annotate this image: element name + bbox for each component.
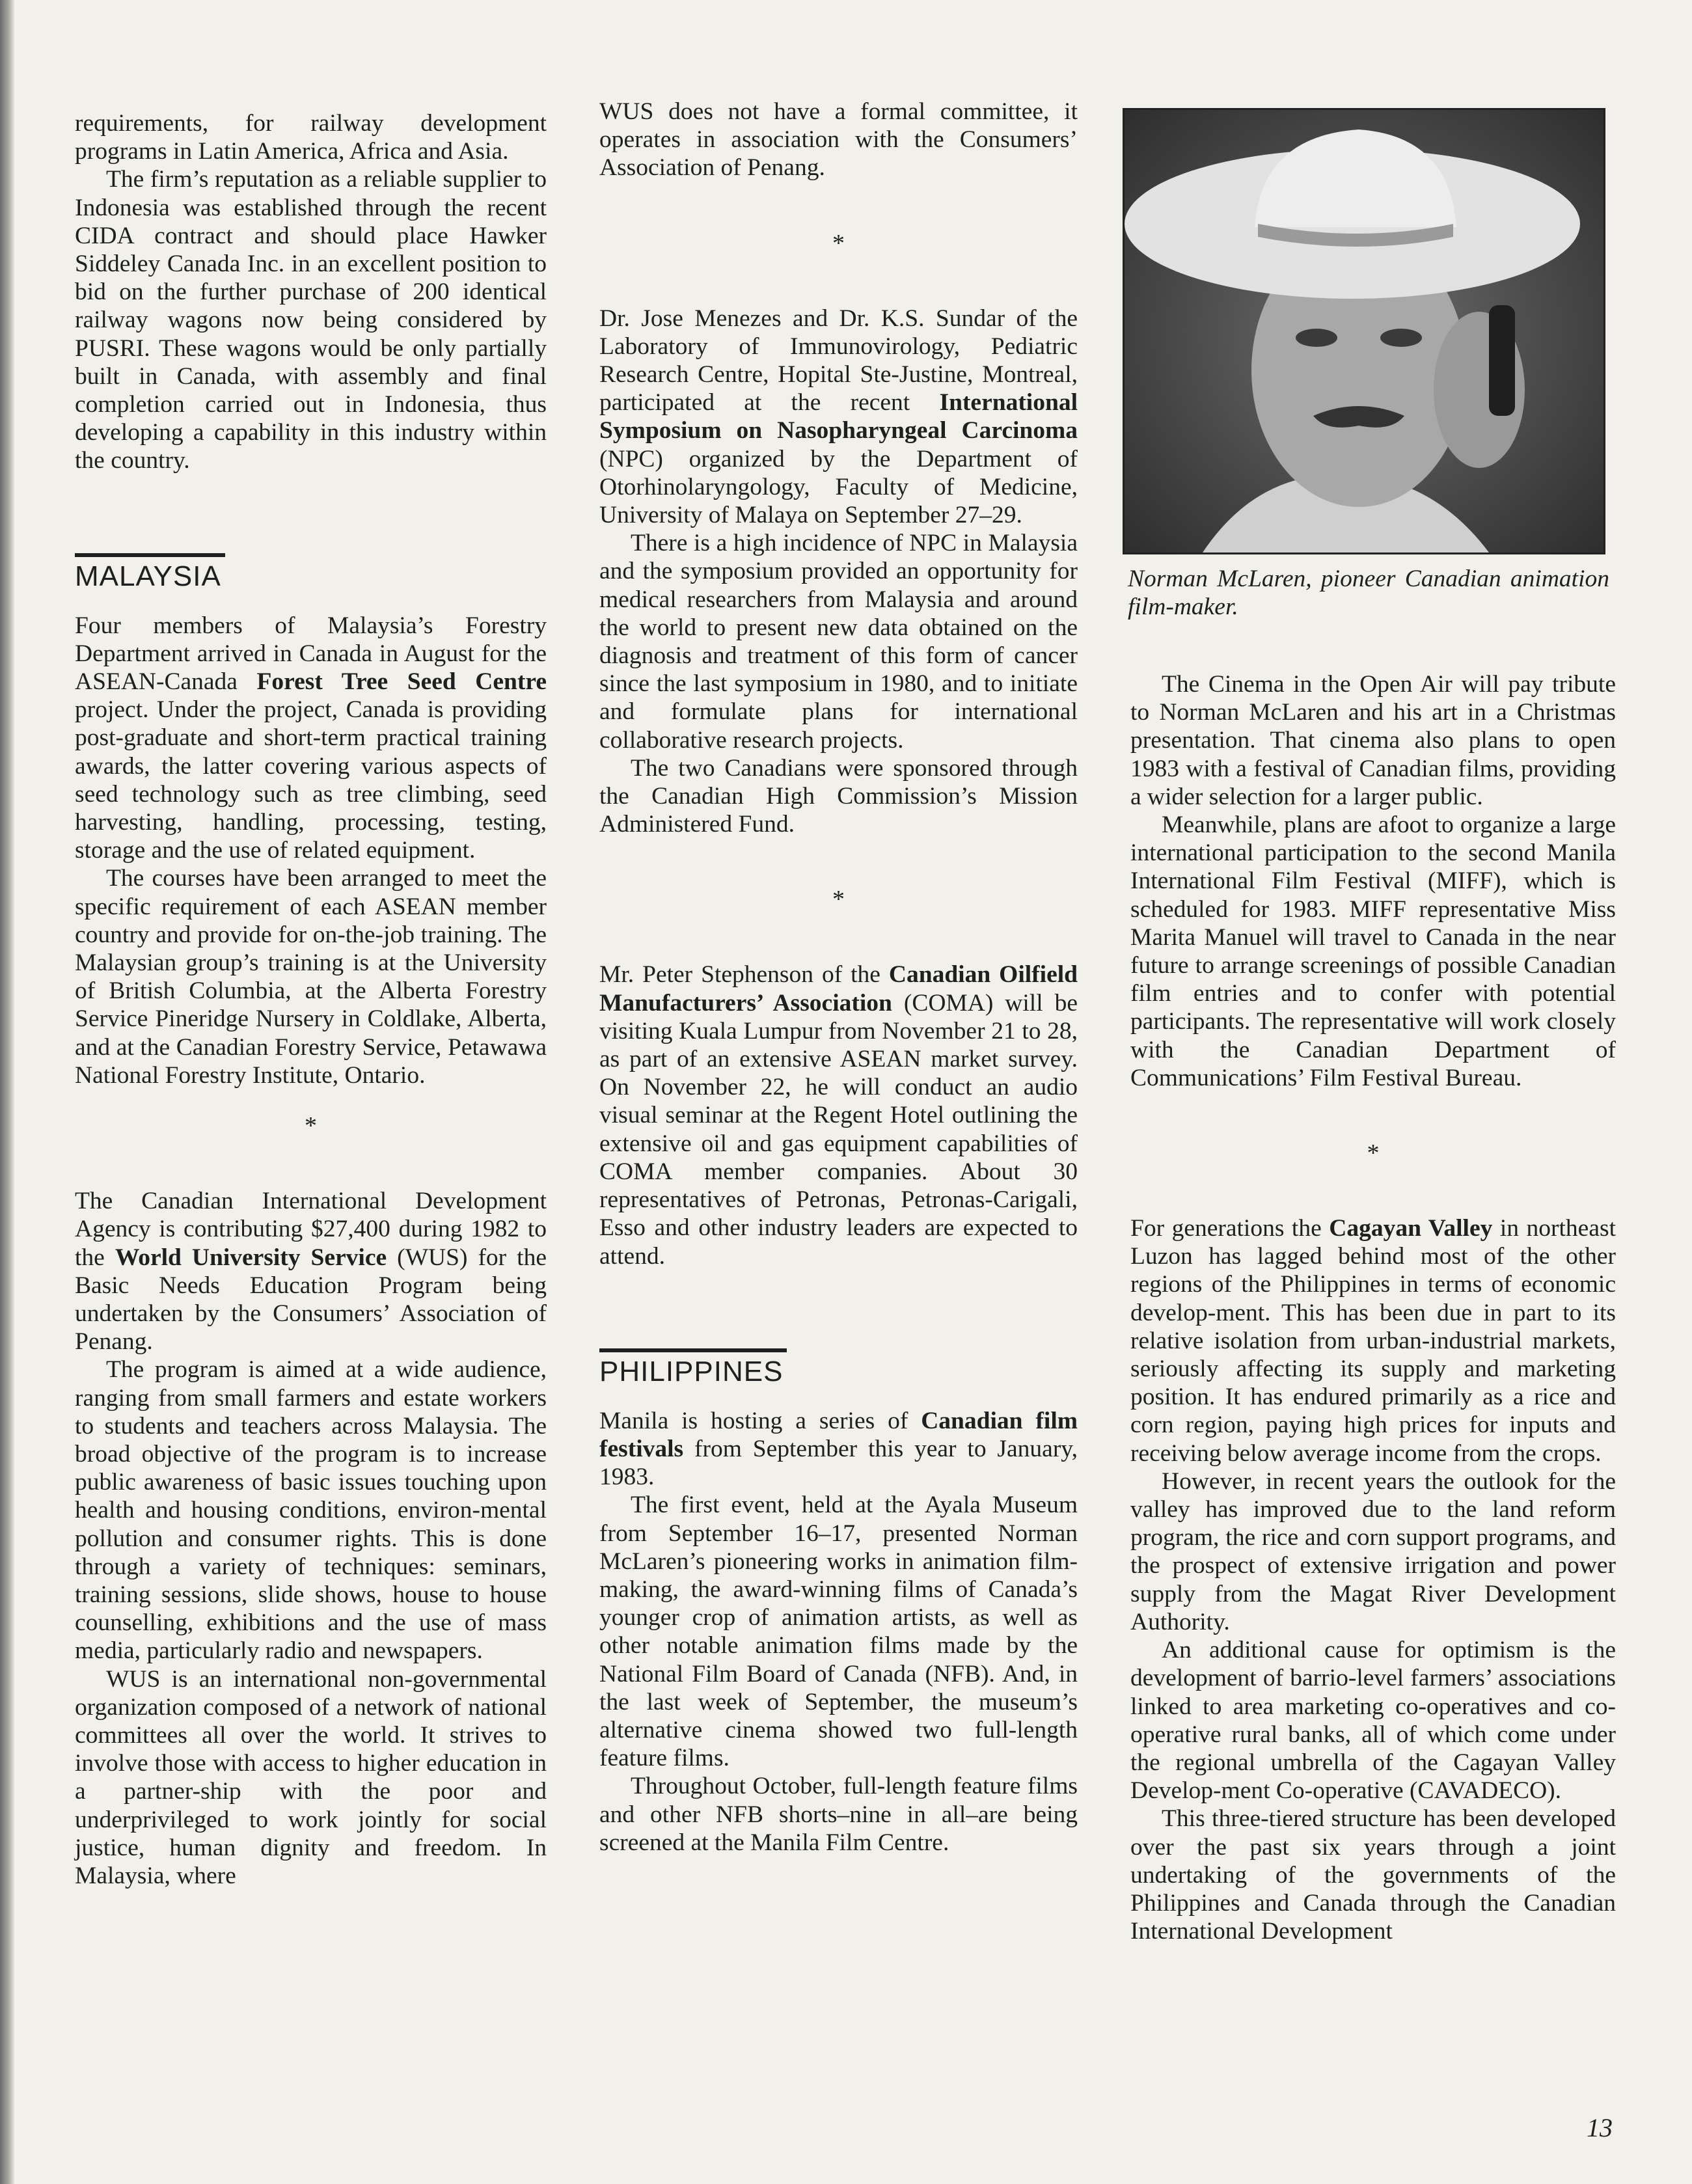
text-run: from September this year to January, 1983. xyxy=(599,1435,1078,1491)
bold-term: World University Service xyxy=(115,1244,387,1271)
text-run: project. Under the project, Canada is providing post-graduate and short-term practical training awards, the latter covering various aspects of seed technology such as tree climbing, seed harvesting, handling, processing, testing, storage and the use of related equipment. xyxy=(75,696,547,864)
paragraph: Meanwhile, plans are afoot to organize a large international participation to the second Manila International Film Festival (MIFF), which is scheduled for 1983. MIFF representative Miss Marita Manuel will travel to Canada in the near future to arrange screenings of possible Canadian film entries and to confer with potential participants. The representative will work closely with the Canadian Department of Communications’ Film Festival Bureau. xyxy=(1130,812,1616,1091)
portrait-photo-icon xyxy=(1125,110,1603,553)
paragraph: WUS is an international non-governmental organization composed of a network of national committees all over the world. It strives to involve those with access to higher education in a partner-ship with the poor and underprivileged to work jointly for social justice, human dignity and freedom. In Malaysia, where xyxy=(75,1665,547,1889)
paragraph: An additional cause for optimism is the development of barrio-level farmers’ associations linked to area marketing co-operatives and co-operative rural banks, all of which come under the regional umbrella of the Cagayan Valley Develop-ment Co-operative (CAVADECO). xyxy=(1130,1637,1616,1805)
bold-term: International Symposium on Nasopharyngeal Carcinoma xyxy=(599,389,1078,444)
photo-caption: Norman McLaren, pioneer Canadian animation film-maker. xyxy=(1128,566,1609,620)
separator-star: * xyxy=(1367,1140,1380,1167)
paragraph xyxy=(75,612,547,865)
bold-term: Forest Tree Seed Centre xyxy=(256,668,547,696)
text-run: The Canadian International Development Agency is contributing $27,400 during 1982 to the xyxy=(75,1188,547,1271)
paragraph xyxy=(599,961,1078,1270)
text-run: (WUS) for the Basic Needs Education Program being undertaken by the Consumers’ Association of Penang. xyxy=(75,1244,547,1356)
text-run: For generations the xyxy=(1130,1215,1330,1242)
paragraph xyxy=(75,1187,547,1356)
binding-spine xyxy=(0,0,14,2184)
text-run: (COMA) will be visiting Kuala Lumpur from November 21 to 28, as part of an extensive ASEAN market survey. On November 22, he will conduct an audio visual seminar at the Regent Hotel outlining the extensive oil and gas equipment capabilities of COMA member companies. About 30 representatives of Petronas, Petronas-Carigali, Esso and other industry leaders are expected to attend. xyxy=(599,989,1078,1270)
text-run: Dr. Jose Menezes and Dr. K.S. Sundar of the Laboratory of Immunovirology, Pediatric Research Centre, Hopital Ste-Justine, Montreal, participated at the recent xyxy=(599,305,1078,416)
paragraph: The firm’s reputation as a reliable supplier to Indonesia was established through the recent CIDA contract and should place Hawker Siddeley Canada Inc. in an excellent position to bid on the further purchase of 200 identical railway wagons now being considered by PUSRI. These wagons would be only partially built in Canada, with assembly and final completion carried out in Indonesia, thus developing a capability in this industry within the country. xyxy=(75,166,547,474)
separator-star: * xyxy=(832,886,845,914)
column-3 xyxy=(1130,670,1616,1945)
paragraph: The two Canadians were sponsored through the Canadian High Commission’s Mission Administered Fund. xyxy=(599,754,1078,838)
paragraph xyxy=(1130,1214,1616,1467)
paragraph xyxy=(599,1407,1078,1492)
section-heading-malaysia: MALAYSIA xyxy=(75,553,225,594)
paragraph: requirements, for railway development programs in Latin America, Africa and Asia. xyxy=(75,110,547,165)
paragraph: WUS does not have a formal committee, it operates in association with the Consumers’ Association of Penang. xyxy=(599,98,1078,182)
text-run: Manila is hosting a series of xyxy=(599,1407,921,1434)
page-number: 13 xyxy=(1587,2113,1613,2142)
paragraph: The program is aimed at a wide audience, ranging from small farmers and estate workers to students and teachers across Malaysia. The broad objective of the program is to increase public awareness of basic issues touching upon health and housing conditions, environ-mental pollution and consumer rights. This is done through a variety of techniques: seminars, training sessions, slide shows, house to house counselling, exhibitions and the use of mass media, particularly radio and newspapers. xyxy=(75,1356,547,1665)
text-run: in northeast Luzon has lagged behind most of the other regions of the Philippines in terms of economic develop-ment. This has been due in part to its relative isolation from urban-industrial markets, seriously affecting its supply and marketing position. It has endured primarily as a rice and corn region, paying high prices for inputs and receiving below average income from the crops. xyxy=(1130,1215,1616,1467)
separator-star: * xyxy=(832,229,845,257)
paragraph xyxy=(599,305,1078,530)
column-1 xyxy=(75,109,547,1890)
paragraph: There is a high incidence of NPC in Malaysia and the symposium provided an opportunity for medical researchers from Malaysia and around the world to present new data obtained on the diagnosis and treatment of this form of cancer since the last symposium in 1980, and to initiate and formulate plans for international collaborative research projects. xyxy=(599,530,1078,754)
portrait-photo xyxy=(1123,108,1605,554)
paragraph: The courses have been arranged to meet the specific requirement of each ASEAN member country and provide for on-the-job training. The Malaysian group’s training is at the University of British Columbia, at the Alberta Forestry Service Pineridge Nursery in Coldlake, Alberta, and at the Canadian Forestry Service, Petawawa National Forestry Institute, Ontario. xyxy=(75,865,547,1089)
bold-term: Canadian film festivals xyxy=(599,1407,1078,1462)
section-heading-philippines: PHILIPPINES xyxy=(599,1348,787,1389)
text-run: (NPC) organized by the Department of Otorhinolaryngology, Faculty of Medicine, University of Malaya on September 27–29. xyxy=(599,445,1078,529)
paragraph: The first event, held at the Ayala Museum from September 16–17, presented Norman McLaren’s pioneering works in animation film-making, the award-winning films of Canada’s younger crop of animation artists, as well as other notable animation films made by the National Film Board of Canada (NFB). And, in the last week of September, the museum’s alternative cinema showed two full-length feature films. xyxy=(599,1492,1078,1772)
text-run: Mr. Peter Stephenson of the xyxy=(599,961,889,989)
bold-term: Cagayan Valley xyxy=(1329,1215,1493,1242)
separator-star: * xyxy=(305,1112,317,1140)
column-2 xyxy=(599,98,1078,1857)
paragraph: Throughout October, full-length feature films and other NFB shorts–nine in all–are being screened at the Manila Film Centre. xyxy=(599,1773,1078,1856)
text-run: Four members of Malaysia’s Forestry Department arrived in Canada in August for the ASEAN-Canada xyxy=(75,612,547,696)
bold-term: Canadian Oilfield Manufacturers’ Association xyxy=(599,961,1078,1017)
paragraph: This three-tiered structure has been developed over the past six years through a joint undertaking of the governments of the Philippines and Canada through the Canadian International Development xyxy=(1130,1805,1616,1945)
paragraph: The Cinema in the Open Air will pay tribute to Norman McLaren and his art in a Christmas presentation. That cinema also plans to open 1983 with a festival of Canadian films, providing a wider selection for a larger public. xyxy=(1130,671,1616,810)
paragraph: However, in recent years the outlook for the valley has improved due to the land reform program, the rice and corn support programs, and the prospect of extensive irrigation and power supply from the Magat River Development Authority. xyxy=(1130,1467,1616,1635)
